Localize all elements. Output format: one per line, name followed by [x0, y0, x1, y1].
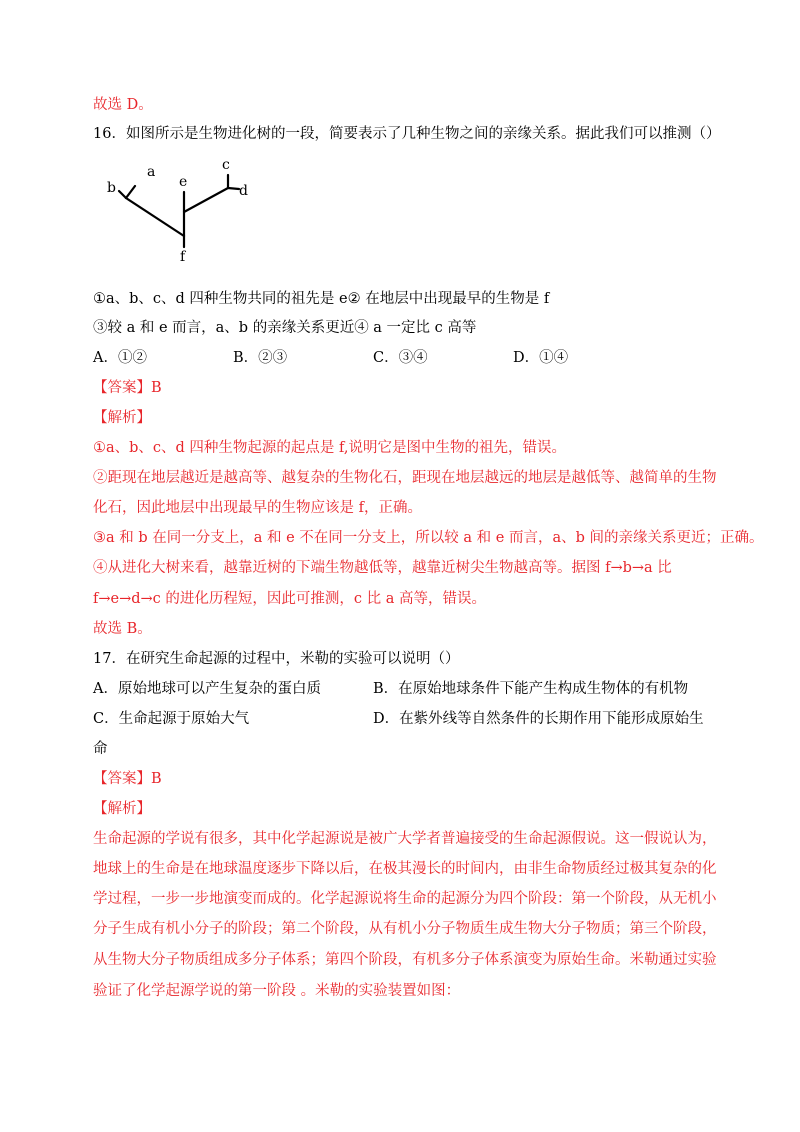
q16-answer: 【答案】B	[93, 380, 162, 396]
q17-option-b: B．在原始地球条件下能产生构成生物体的有机物	[373, 681, 689, 697]
q16-option-b: B．②③	[233, 350, 288, 366]
q16-analysis-line: ①a、b、c、d 四种生物起源的起点是 f,说明它是图中生物的祖先，错误。	[93, 440, 567, 456]
q17-analysis-line: 验证了化学起源学说的第一阶段 。米勒的实验装置如图：	[93, 983, 461, 999]
tree-label-f: f	[180, 249, 186, 265]
q17-analysis-line: 学过程，一步一步地演变而成的。化学起源说将生命的起源分为四个阶段：第一个阶段，从无机小	[93, 891, 717, 907]
q17-analysis-line: 从生物大分子物质组成多分子体系；第四个阶段，有机多分子体系演变为原始生命。米勒通过实验	[93, 952, 717, 968]
q17-answer: 【答案】B	[93, 771, 162, 787]
q17-analysis-line: 地球上的生命是在地球温度逐步下降以后，在极其漫长的时间内，由非生命物质经过极其复杂的化	[93, 861, 717, 877]
branch-to-a	[126, 186, 135, 198]
tree-label-d: d	[239, 183, 248, 199]
tree-label-b: b	[107, 180, 116, 196]
q17-option-d-continued: 命	[93, 741, 108, 757]
q17-analysis-line: 生命起源的学说有很多，其中化学起源说是被广大学者普遍接受的生命起源假说。这一假说认为，	[93, 831, 717, 847]
q16-analysis-line: 化石，因此地层中出现最早的生物应该是 f，正确。	[93, 500, 422, 516]
q17-option-a: A．原始地球可以产生复杂的蛋白质	[93, 681, 321, 697]
branch-right	[184, 188, 228, 212]
branch-to-b	[119, 191, 126, 198]
q16-statements-2: ③较 a 和 e 而言，a、b 的亲缘关系更近④ a 一定比 c 高等	[93, 320, 477, 336]
q16-conclusion: 故选 B。	[93, 621, 152, 637]
tree-label-e: e	[179, 174, 188, 190]
q16-option-d: D．①④	[513, 350, 569, 366]
q16-option-a: A．①②	[93, 350, 147, 366]
q17-option-c: C．生命起源于原始大气	[93, 711, 250, 727]
tree-label-c: c	[222, 160, 230, 173]
q17-analysis-line: 分子生成有机小分子的阶段；第二个阶段，从有机小分子物质生成生物大分子物质；第三个阶段，	[93, 921, 717, 937]
q16-analysis-title: 【解析】	[93, 410, 151, 426]
evolution-tree-diagram	[100, 160, 260, 270]
q16-analysis-line: f→e→d→c 的进化历程短，因此可推测，c 比 a 高等，错误。	[93, 591, 486, 607]
q16-statements-1: ①a、b、c、d 四种生物共同的祖先是 e② 在地层中出现最早的生物是 f	[93, 291, 550, 307]
q16-stem: 16．如图所示是生物进化树的一段，简要表示了几种生物之间的亲缘关系。据此我们可以推测（）	[93, 126, 721, 142]
q16-analysis-line: ④从进化大树来看，越靠近树的下端生物越低等，越靠近树尖生物越高等。据图 f→b→a 比	[93, 560, 672, 576]
previous-conclusion: 故选 D。	[93, 97, 153, 113]
branch-to-d	[228, 188, 239, 189]
q16-analysis-line: ②距现在地层越近是越高等、越复杂的生物化石，距现在地层越远的地层是越低等、越简单的生物	[93, 470, 717, 486]
q16-analysis-line: ③a 和 b 在同一分支上，a 和 e 不在同一分支上，所以较 a 和 e 而言，a、b 间的亲缘关系更近；正确。	[93, 530, 764, 546]
q17-option-d: D．在紫外线等自然条件的长期作用下能形成原始生	[373, 711, 704, 727]
q16-option-c: C．③④	[373, 350, 428, 366]
tree-label-a: a	[147, 164, 156, 180]
q17-stem: 17．在研究生命起源的过程中，米勒的实验可以说明（）	[93, 651, 460, 667]
branch-left	[126, 198, 184, 236]
q17-analysis-title: 【解析】	[93, 801, 151, 817]
